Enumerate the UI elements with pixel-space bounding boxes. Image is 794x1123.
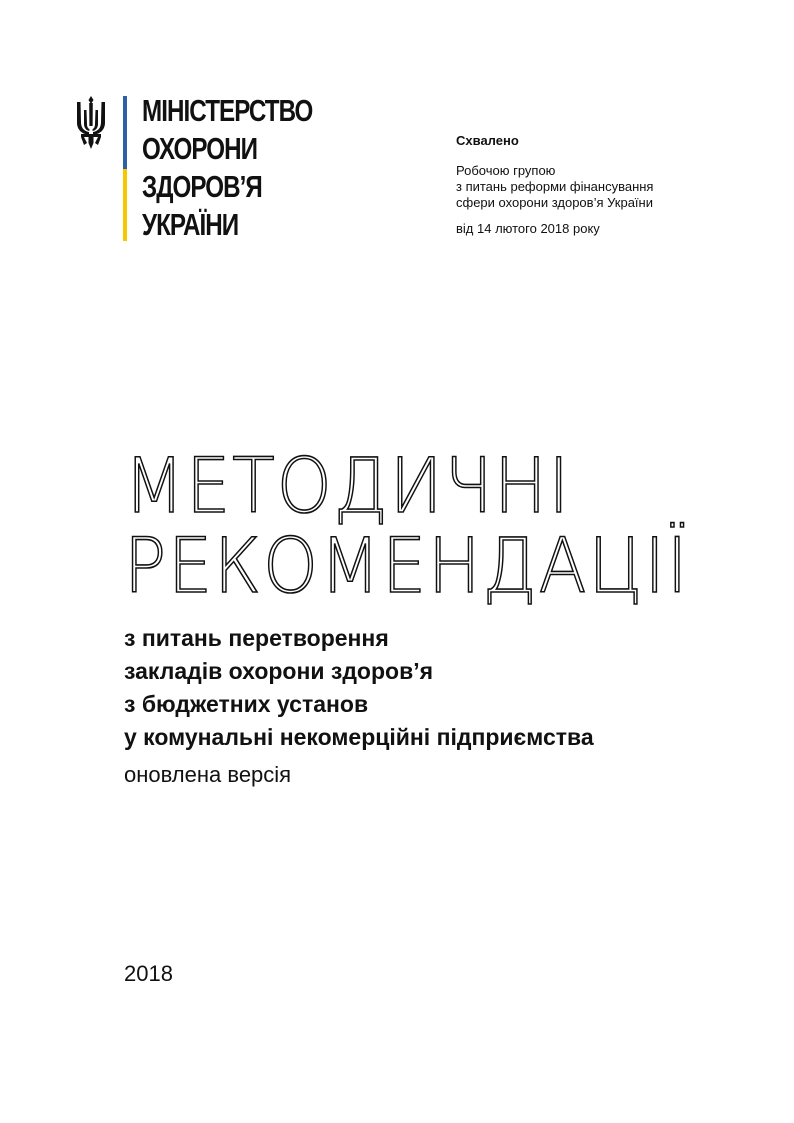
ukraine-trident-icon bbox=[74, 96, 108, 150]
approval-date: від 14 лютого 2018 року bbox=[456, 221, 600, 236]
document-version: оновлена версія bbox=[124, 762, 292, 787]
approval-line: з питань реформи фінансування bbox=[456, 179, 654, 194]
approval-line: Робочою групою bbox=[456, 163, 556, 178]
ministry-name bbox=[142, 92, 360, 244]
subtitle-line: у комунальні некомерційні підприємства bbox=[124, 724, 594, 750]
approval-line: сфери охорони здоров’я України bbox=[456, 195, 653, 210]
flag-yellow-stripe bbox=[123, 169, 127, 242]
subtitle-line: з питань перетворення bbox=[124, 625, 389, 651]
subtitle-line: закладів охорони здоров’я bbox=[124, 658, 434, 684]
ministry-name-line: МІНІСТЕРСТВО bbox=[142, 93, 313, 128]
approval-title: Схвалено bbox=[456, 133, 519, 148]
document-title-line: РЕКОМЕНДАЦІЇ bbox=[124, 521, 690, 610]
ministry-name-line: ОХОРОНИ bbox=[142, 131, 258, 166]
document-title-line: МЕТОДИЧНІ bbox=[124, 441, 572, 530]
ministry-name-line: ЗДОРОВ’Я bbox=[142, 169, 262, 204]
ministry-name-line: УКРАЇНИ bbox=[142, 207, 239, 242]
approval-body bbox=[456, 163, 756, 211]
approval-block bbox=[456, 133, 756, 237]
document-title bbox=[124, 441, 738, 610]
flag-blue-stripe bbox=[123, 96, 127, 169]
subtitle-line: з бюджетних установ bbox=[124, 691, 369, 717]
document-year: 2018 bbox=[124, 961, 173, 986]
ukraine-flag-bar bbox=[123, 96, 127, 241]
document-subtitle bbox=[124, 622, 594, 754]
